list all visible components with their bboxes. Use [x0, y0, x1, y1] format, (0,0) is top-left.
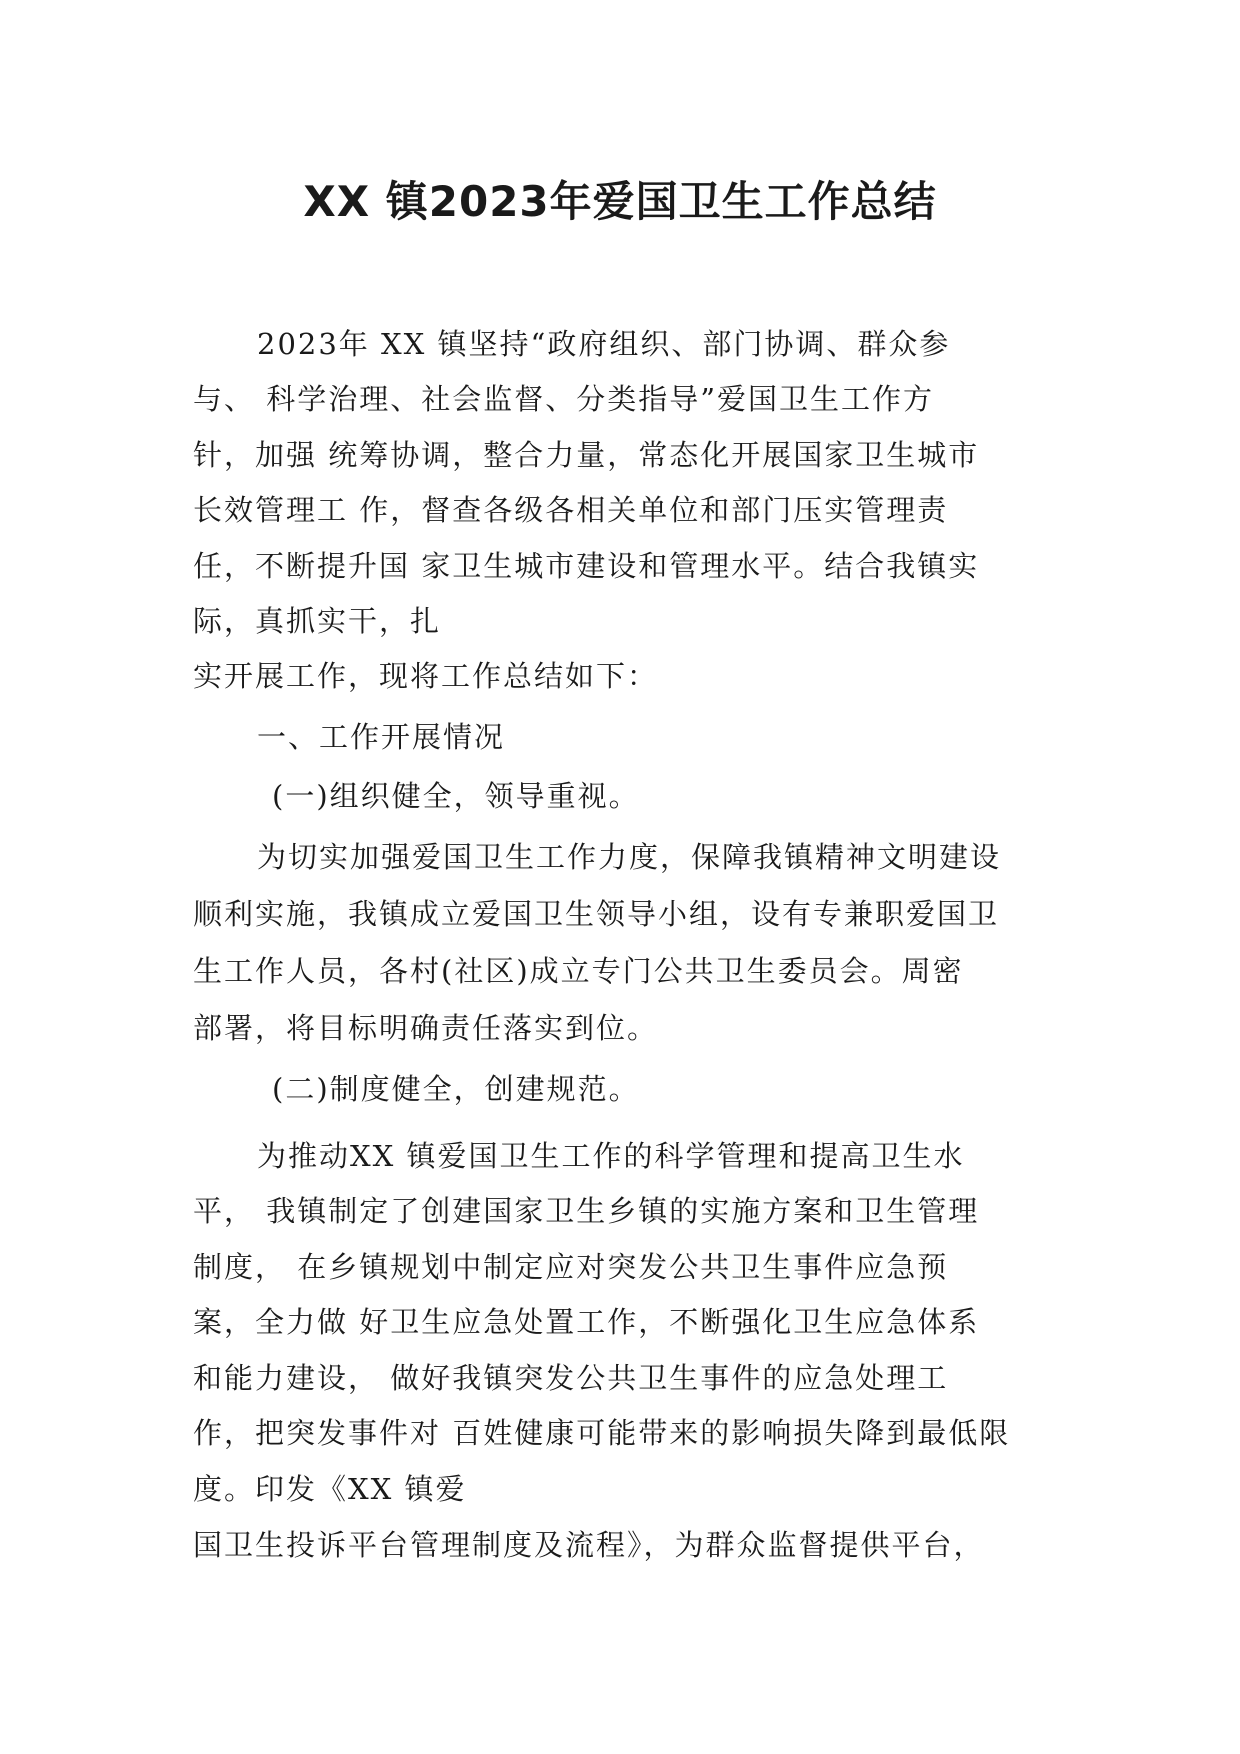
body-line-19: 国卫生投诉平台管理制度及流程》，为群众监督提供平台， [193, 1528, 985, 1562]
body-line-5: 任，不断提升国 家卫生城市建设和管理水平。结合我镇实 [193, 549, 980, 583]
body-line-7: 实开展工作，现将工作总结如下： [193, 659, 659, 693]
subsection-heading-1: (一)组织健全，领导重视。 [272, 779, 640, 813]
body-line-15: 案，全力做 好卫生应急处置工作，不断强化卫生应急体系 [193, 1305, 980, 1339]
body-line-3: 针，加强 统筹协调，整合力量，常态化开展国家卫生城市 [193, 438, 980, 472]
body-line-12: 为推动XX 镇爱国卫生工作的科学管理和提高卫生水 [257, 1139, 965, 1173]
section-heading-1: 一、工作开展情况 [257, 720, 506, 754]
body-line-11: 部署，将目标明确责任落实到位。 [193, 1011, 659, 1045]
body-line-17: 作，把突发事件对 百姓健康可能带来的影响损失降到最低限 [193, 1416, 1011, 1450]
body-line-6: 际，真抓实干，扎 [193, 604, 442, 638]
body-line-2: 与、 科学治理、社会监督、分类指导”爱国卫生工作方 [193, 382, 935, 416]
body-line-14: 制度， 在乡镇规划中制定应对突发公共卫生事件应急预 [193, 1250, 949, 1284]
body-line-18: 度。印发《XX 镇爱 [193, 1472, 467, 1506]
body-line-1: 2023年 XX 镇坚持“政府组织、部门协调、群众参 [257, 327, 951, 361]
body-line-8: 为切实加强爱国卫生工作力度，保障我镇精神文明建设 [257, 840, 1002, 874]
body-line-13: 平， 我镇制定了创建国家卫生乡镇的实施方案和卫生管理 [193, 1194, 980, 1228]
body-line-16: 和能力建设， 做好我镇突发公共卫生事件的应急处理工 [193, 1361, 949, 1395]
body-line-9: 顺利实施，我镇成立爱国卫生领导小组，设有专兼职爱国卫 [193, 897, 1000, 931]
body-line-4: 长效管理工 作，督查各级各相关单位和部门压实管理责 [193, 493, 949, 527]
subsection-heading-2: (二)制度健全，创建规范。 [272, 1072, 640, 1106]
body-line-10: 生工作人员，各村(社区)成立专门公共卫生委员会。周密 [193, 954, 964, 988]
document-title: XX 镇2023年爱国卫生工作总结 [303, 177, 937, 226]
